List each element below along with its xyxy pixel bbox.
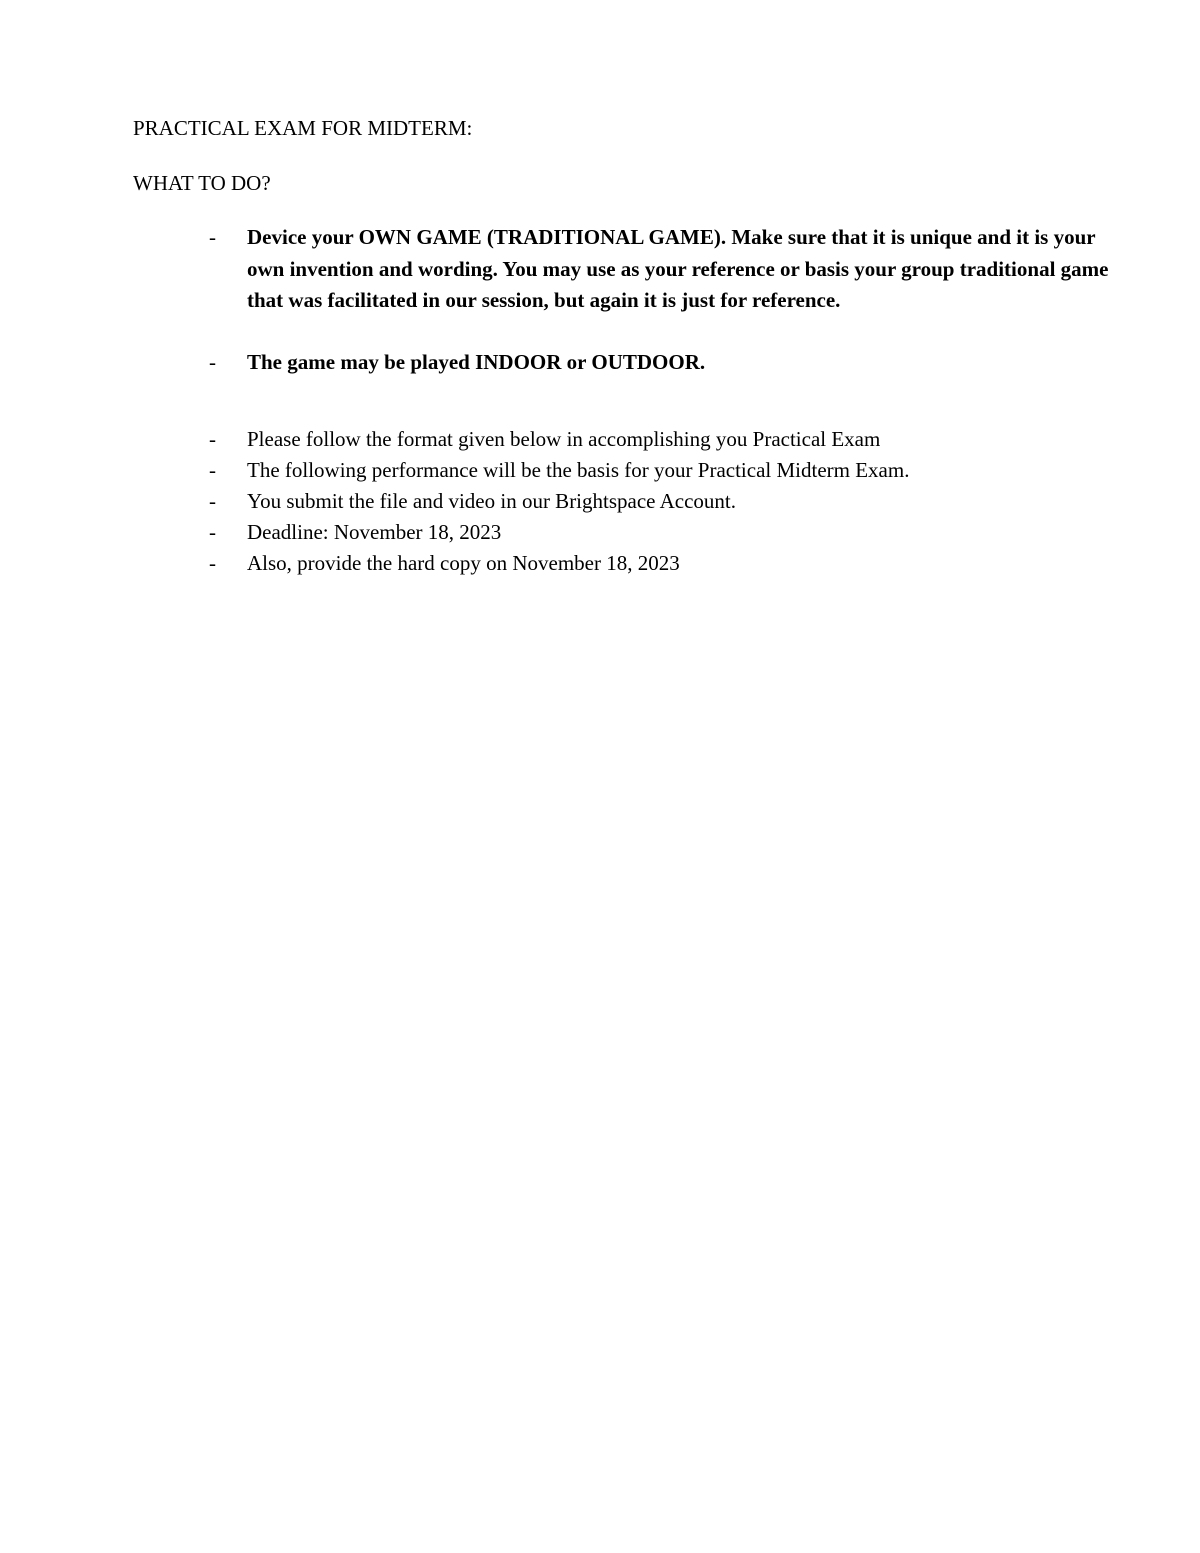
bullet-dash: - xyxy=(209,489,216,513)
bullet-dash: - xyxy=(209,427,216,451)
bold-list-item-own-game: Device your OWN GAME (TRADITIONAL GAME). Make sure that it is unique and it is your own invention and wording. You may use as your reference or basis your group traditional game that was facilitated in our session, but again it is just for reference. xyxy=(247,225,1109,312)
list-item-basis: The following performance will be the basis for your Practical Midterm Exam. xyxy=(247,458,910,482)
list-item-deadline: Deadline: November 18, 2023 xyxy=(247,520,502,544)
list-item-format: Please follow the format given below in accomplishing you Practical Exam xyxy=(247,427,881,451)
bold-list-item-indoor-outdoor: The game may be played INDOOR or OUTDOOR. xyxy=(247,350,706,374)
bullet-dash: - xyxy=(209,225,216,249)
list-item-submit: You submit the file and video in our Brightspace Account. xyxy=(247,489,736,513)
bullet-dash: - xyxy=(209,458,216,482)
bullet-dash: - xyxy=(209,520,216,544)
list-item-hard-copy: Also, provide the hard copy on November 18, 2023 xyxy=(247,551,680,575)
bullet-dash: - xyxy=(209,350,216,374)
document-title: PRACTICAL EXAM FOR MIDTERM: xyxy=(133,116,473,140)
section-heading: WHAT TO DO? xyxy=(133,171,271,195)
bullet-dash: - xyxy=(209,551,216,575)
